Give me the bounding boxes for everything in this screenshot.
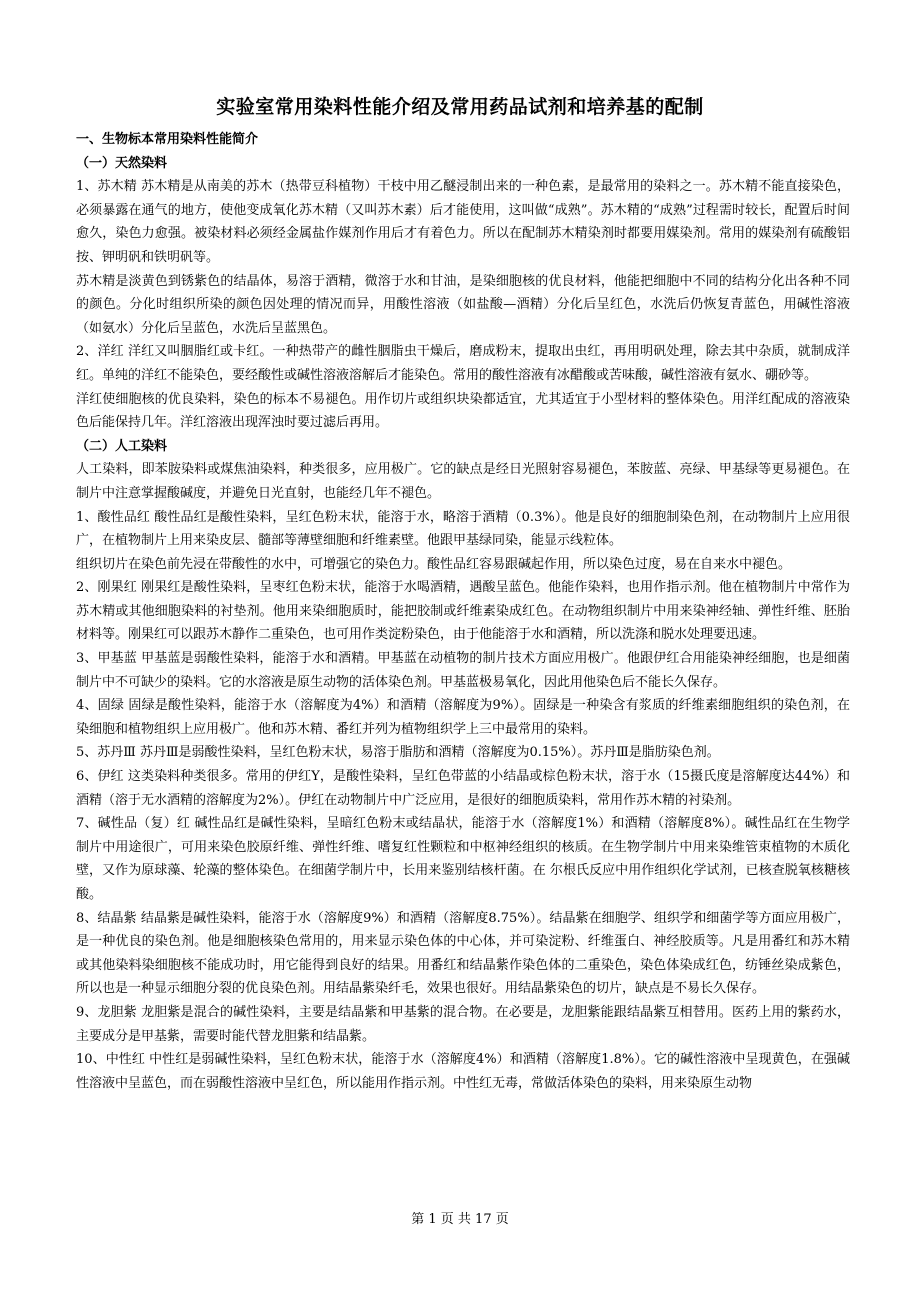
paragraph: 10、中性红 中性红是弱碱性染料，呈红色粉末状，能溶于水（溶解度4%）和酒精（溶解度1.8%）。它的碱性溶液中呈现黄色，在强碱性溶液中呈蓝色，而在弱酸性溶液中呈红色，所以能用作指示剂。中性红无毒，常做活体染色的染料，用来染原生动物 — [76, 1052, 850, 1091]
paragraph: 2、洋红 洋红又叫胭脂红或卡红。一种热带产的雌性胭脂虫干燥后，磨成粉末，提取出虫红，再用明矾处理，除去其中杂质，就制成洋红。单纯的洋红不能染色，要经酸性或碱性溶液溶解后才能染色。常用的酸性溶液有冰醋酸或苦味酸，碱性溶液有氨水、硼砂等。 — [76, 344, 850, 383]
paragraph: 9、龙胆紫 龙胆紫是混合的碱性染料，主要是结晶紫和甲基紫的混合物。在必要是，龙胆紫能跟结晶紫互相替用。医药上用的紫药水，主要成分是甲基紫，需要时能代替龙胆紫和结晶紫。 — [76, 1004, 850, 1044]
paragraph: 苏木精是淡黄色到锈紫色的结晶体，易溶于酒精，微溶于水和甘油，是染细胞核的优良材料，他能把细胞中不同的结构分化出各种不同的颜色。分化时组织所染的颜色因处理的情况而异，用酸性溶液（如盐酸—酒精）分化后呈红色，水洗后仍恢复青蓝色，用碱性溶液（如氨水）分化后呈蓝色，水洗后呈蓝黑色。 — [76, 273, 850, 336]
paragraph: 7、碱性品（复）红 碱性品红是碱性染料，呈暗红色粉末或结晶状，能溶于水（溶解度1%）和酒精（溶解度8%）。碱性品红在生物学制片中用途很广，可用来染色胶原纤维、弹性纤维、嗜复红性颗粒和中枢神经组织的核质。在生物学制片中用来染维管束植物的木质化壁，又作为原球藻、轮藻的整体染色。在细菌学制片中，长用来鉴别结核杆菌。在 尔根氏反应中用作组织化学试剂，已核查脱氧核糖核酸。 — [76, 816, 850, 902]
paragraph: 洋红使细胞核的优良染料，染色的标本不易褪色。用作切片或组织块染都适宜，尤其适宜于小型材料的整体染色。用洋红配成的溶液染色后能保持几年。洋红溶液出现浑浊时要过滤后再用。 — [76, 391, 850, 431]
page-footer: 第 1 页 共 17 页 — [411, 1212, 509, 1227]
document-body — [76, 128, 850, 1095]
paragraph: 人工染料，即苯胺染料或煤焦油染料，种类很多，应用极广。它的缺点是经日光照射容易褪色，苯胺蓝、亮绿、甲基绿等更易褪色。在制片中注意掌握酸碱度，并避免日光直射，也能经几年不褪色。 — [76, 462, 850, 501]
paragraph: 2、刚果红 刚果红是酸性染料，呈枣红色粉末状，能溶于水喝酒精，遇酸呈蓝色。他能作染料，也用作指示剂。他在植物制片中常作为苏木精或其他细胞染料的衬垫剂。他用来染细胞质时，能把胶制或纤维素染成红色。在动物组织制片中用来染神经轴、弹性纤维、胚胎材料等。刚果红可以跟苏木静作二重染色，也可用作类淀粉染色，由于他能溶于水和酒精，所以洗涤和脱水处理要迅速。 — [76, 580, 850, 643]
paragraph: 组织切片在染色前先浸在带酸性的水中，可增强它的染色力。酸性品红容易跟碱起作用，所以染色过度，易在自来水中褪色。 — [76, 556, 792, 572]
subsection-heading-artificial: （二）人工染料 — [76, 438, 168, 454]
paragraph: 4、固绿 固绿是酸性染料，能溶于水（溶解度为4%）和酒精（溶解度为9%）。固绿是一种染含有浆质的纤维素细胞组织的染色剂，在染细胞和植物组织上应用极广。他和苏木精、番红并列为植物组织学上三中最常用的染料。 — [76, 698, 850, 737]
document-title: 实验室常用染料性能介绍及常用药品试剂和培养基的配制 — [216, 96, 704, 118]
paragraph: 5、苏丹Ⅲ 苏丹Ⅲ是弱酸性染料，呈红色粉末状，易溶于脂肪和酒精（溶解度为0.15%）。苏丹Ⅲ是脂肪染色剂。 — [76, 745, 720, 761]
paragraph: 3、甲基蓝 甲基蓝是弱酸性染料，能溶于水和酒精。甲基蓝在动植物的制片技术方面应用极广。他跟伊红合用能染神经细胞，也是细菌制片中不可缺少的染料。它的水溶液是原生动物的活体染色剂。甲基蓝极易氧化，因此用他染色后不能长久保存。 — [76, 651, 850, 690]
paragraph: 8、结晶紫 结晶紫是碱性染料，能溶于水（溶解度9%）和酒精（溶解度8.75%）。结晶紫在细胞学、组织学和细菌学等方面应用极广，是一种优良的染色剂。他是细胞核染色常用的，用来显示染色体的中心体，并可染淀粉、纤维蛋白、神经胶质等。凡是用番红和苏木精或其他染料染细胞核不能成功时，用它能得到良好的结果。用番红和结晶紫作染色体的二重染色，染色体染成红色，纺锤丝染成紫色，所以也是一种显示细胞分裂的优良染色剂。用结晶紫染纤毛，效果也很好。用结晶紫染色的切片，缺点是不易长久保存。 — [76, 910, 850, 997]
paragraph: 6、伊红 这类染料种类很多。常用的伊红Y，是酸性染料，呈红色带蓝的小结晶或棕色粉末状，溶于水（15摄氏度是溶解度达44%）和酒精（溶于无水酒精的溶解度为2%）。伊红在动物制片中广泛应用，是很好的细胞质染料，常用作苏木精的衬染剂。 — [76, 769, 850, 808]
paragraph: 1、酸性品红 酸性品红是酸性染料，呈红色粉末状，能溶于水，略溶于酒精（0.3%）。他是良好的细胞制染色剂，在动物制片上应用很广，在植物制片上用来染皮层、髓部等薄壁细胞和纤维素壁。他跟甲基绿同染，能显示线粒体。 — [76, 509, 850, 549]
paragraph: 1、苏木精 苏木精是从南美的苏木（热带豆科植物）干枝中用乙醚浸制出来的一种色素，是最常用的染料之一。苏木精不能直接染色，必须暴露在通气的地方，使他变成氧化苏木精（又叫苏木素）后才能使用，这叫做“成熟”。苏木精的“成熟”过程需时较长，配置后时间愈久，染色力愈强。被染材料必须经金属盐作媒剂作用后才有着色力。所以在配制苏木精染剂时都要用媒染剂。常用的媒染剂有硫酸铝按、钾明矾和铁明矾等。 — [76, 179, 850, 265]
subsection-heading-natural: （一）天然染料 — [76, 155, 168, 171]
section-heading-1: 一、生物标本常用染料性能简介 — [76, 132, 259, 147]
